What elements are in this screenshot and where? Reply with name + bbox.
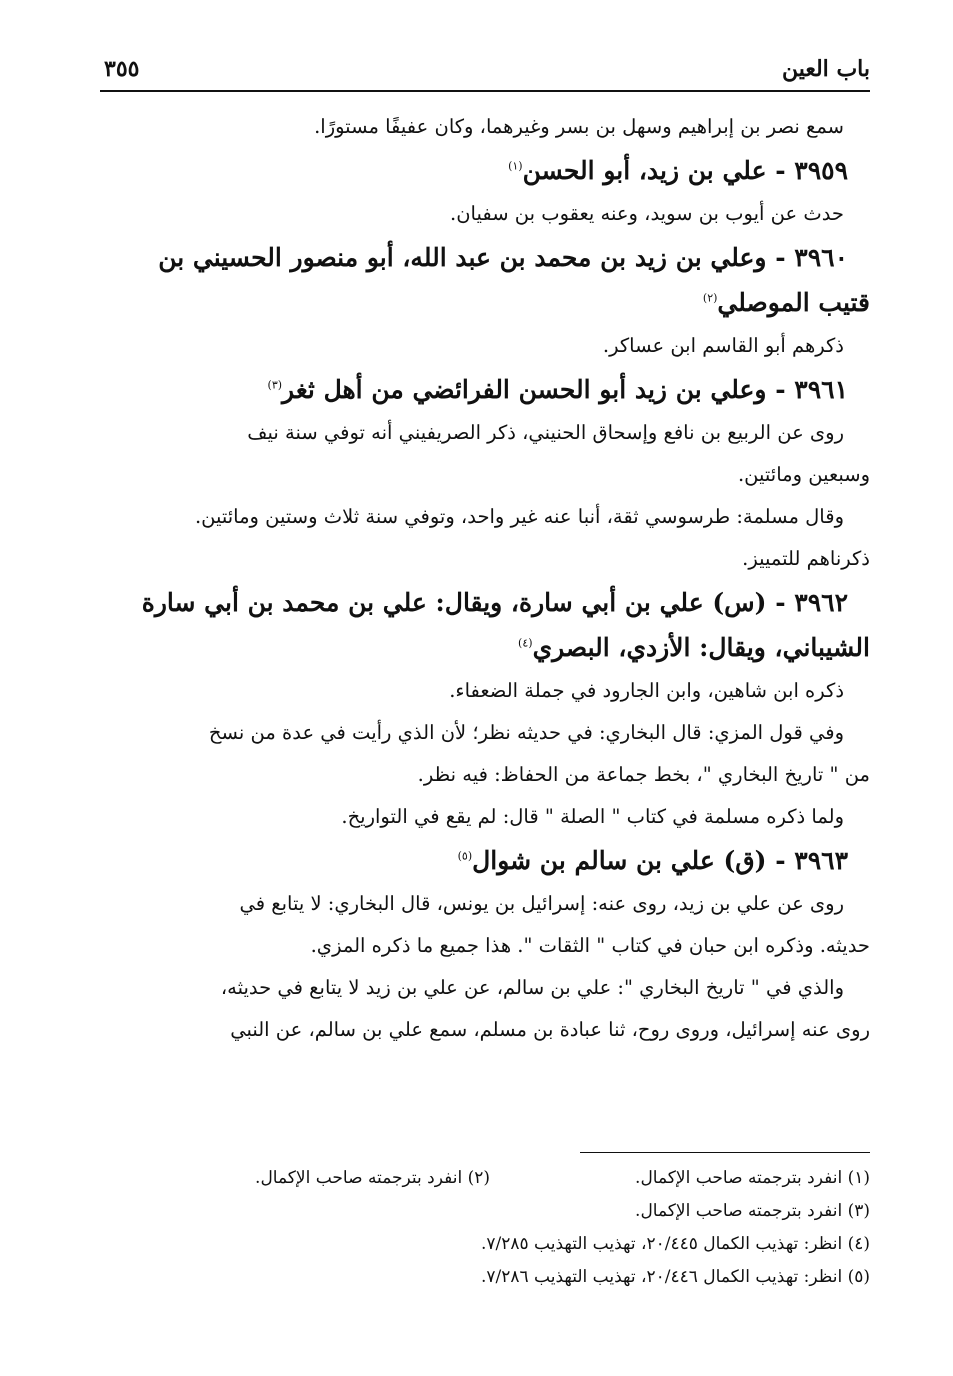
page-number: ٣٥٥ bbox=[104, 56, 140, 82]
entry-title: ٣٩٦١ - وعلي بن زيد أبو الحسن الفرائضي من أهل ثغر bbox=[282, 375, 848, 404]
footnote-ref: (٢) bbox=[702, 291, 718, 305]
text-line: حدث عن أيوب بن سويد، وعنه يعقوب بن سفيان. bbox=[450, 202, 844, 225]
page-header bbox=[100, 54, 870, 92]
page-body bbox=[100, 106, 870, 1051]
running-title: باب العين bbox=[781, 56, 870, 82]
entry-title-continued bbox=[100, 625, 870, 670]
text-line: ولما ذكره مسلمة في كتاب " الصلة " قال: لم يقع في التواريخ. bbox=[341, 805, 844, 828]
footnote-row bbox=[100, 1162, 870, 1195]
text-line: روى عنه إسرائيل، وروى روح، ثنا عبادة بن مسلم، سمع علي بن سالم، عن النبي bbox=[230, 1018, 870, 1041]
entry-heading-3962 bbox=[100, 580, 870, 670]
text-line: ذكرهم أبو القاسم ابن عساكر. bbox=[602, 334, 844, 357]
text-line: والذي في " تاريخ البخاري ": علي بن سالم، عن علي بن زيد لا يتابع في حديثه، bbox=[220, 976, 844, 999]
footnote: (٥) انظر: تهذيب الكمال ٢٠/٤٤٦، تهذيب التهذيب ٧/٢٨٦. bbox=[480, 1267, 870, 1287]
entry-title: ٣٩٦٣ - (ق) علي بن سالم بن شوال bbox=[472, 846, 848, 875]
footnote-row bbox=[100, 1261, 870, 1294]
footnote: (٢) انفرد بترجمته صاحب الإكمال. bbox=[255, 1168, 490, 1188]
text-line: روى عن علي بن زيد، روى عنه: إسرائيل بن يونس، قال البخاري: لا يتابع في bbox=[239, 892, 844, 915]
text-line: وفي قول المزي: قال البخاري: في حديثه نظر؛ لأن الذي رأيت في عدة من نسخ bbox=[208, 721, 844, 744]
entry-title: ٣٩٦٢ - (س) علي بن أبي سارة، ويقال: علي بن محمد بن أبي سارة bbox=[141, 588, 848, 617]
book-page bbox=[100, 40, 870, 1340]
entry-heading-3960 bbox=[100, 235, 870, 325]
entry-heading-3959 bbox=[100, 148, 870, 193]
footnotes bbox=[100, 1162, 870, 1294]
entry-title-tail: قتيب الموصلي bbox=[717, 288, 870, 317]
text-line: ذكرناهم للتمييز. bbox=[742, 547, 870, 570]
footnote-ref: (٣) bbox=[267, 378, 283, 392]
footnote-divider bbox=[580, 1152, 870, 1153]
footnote: (٤) انظر: تهذيب الكمال ٢٠/٤٤٥، تهذيب التهذيب ٧/٢٨٥. bbox=[480, 1234, 870, 1254]
footnote-ref: (١) bbox=[508, 159, 523, 173]
text-line: سمع نصر بن إبراهيم وسهل بن بسر وغيرهما، وكان عفيفًا مستورًا. bbox=[314, 115, 844, 138]
entry-title-tail: الشيباني، ويقال: الأزدي، البصري bbox=[532, 633, 870, 662]
entry-title: ٣٩٥٩ - علي بن زيد، أبو الحسن bbox=[522, 156, 848, 185]
text-line: وسبعين ومائتين. bbox=[737, 463, 870, 486]
entry-heading-3961 bbox=[100, 367, 870, 412]
text-line: من " تاريخ البخاري "، بخط جماعة من الحفاظ: فيه نظر. bbox=[417, 763, 870, 786]
entry-title-continued bbox=[100, 280, 870, 325]
text-line: ذكره ابن شاهين، وابن الجارود في جملة الضعفاء. bbox=[449, 679, 844, 702]
text-line: حديثه. وذكره ابن حبان في كتاب " الثقات ". هذا جميع ما ذكره المزي. bbox=[310, 934, 870, 957]
footnote-ref: (٤) bbox=[518, 636, 533, 650]
entry-title: ٣٩٦٠ - وعلي بن زيد بن محمد بن عبد الله، أبو منصور الحسيني بن bbox=[158, 243, 848, 272]
footnote: (٣) انفرد بترجمته صاحب الإكمال. bbox=[635, 1201, 870, 1221]
footnote-row bbox=[100, 1195, 870, 1228]
text-line: روى عن الربيع بن نافع وإسحاق الحنيني، ذكر الصريفيني أنه توفي سنة نيف bbox=[247, 421, 844, 444]
footnote: (١) انفرد بترجمته صاحب الإكمال. bbox=[635, 1168, 870, 1188]
footnote-ref: (٥) bbox=[457, 849, 473, 863]
entry-heading-3963 bbox=[100, 838, 870, 883]
text-line: وقال مسلمة: طرسوسي ثقة، أنبا عنه غير واحد، وتوفي سنة ثلاث وستين ومائتين. bbox=[194, 505, 844, 528]
footnote-row bbox=[100, 1228, 870, 1261]
